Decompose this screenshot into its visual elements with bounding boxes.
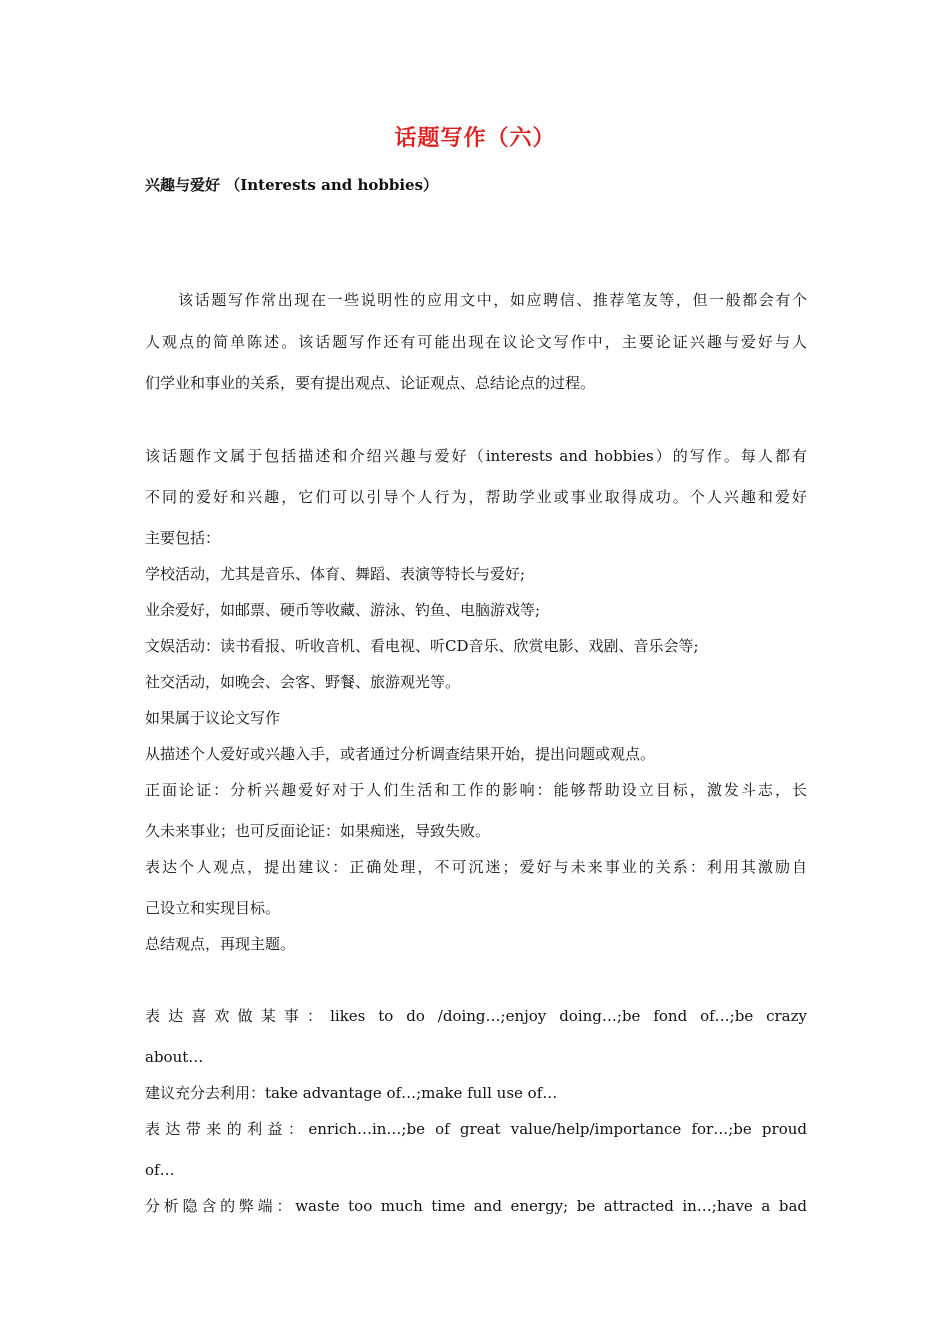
paragraph-line: 该话题写作常出现在一些说明性的应用文中，如应聘信、推荐笔友等，但一般都会有个 [145,291,807,309]
paragraph-line: 久未来事业；也可反面论证：如果痴迷，导致失败。 [145,822,491,840]
paragraph-line: 人观点的简单陈述。该话题写作还有可能出现在议论文写作中，主要论证兴趣与爱好与人 [145,333,807,351]
phrase-line: 分析隐含的弊端：waste too much time and energy; be attracted in…;have a bad [145,1197,807,1215]
paragraph-line: 己设立和实现目标。 [145,899,281,917]
paragraph-line: 们学业和事业的关系，要有提出观点、论证观点、总结论点的过程。 [145,374,596,392]
paragraph-line: 主要包括： [145,529,221,547]
paragraph-line: 总结观点，再现主题。 [145,935,296,953]
paragraph-line: 正面论证：分析兴趣爱好对于人们生活和工作的影响：能够帮助设立目标，激发斗志，长 [145,781,807,799]
phrase-line: 表达带来的利益：enrich…in…;be of great value/help/importance for…;be proud [145,1120,807,1138]
paragraph-line: 表达个人观点，提出建议：正确处理，不可沉迷；爱好与未来事业的关系：利用其激励自 [145,858,807,876]
paragraph-line: 不同的爱好和兴趣，它们可以引导个人行为，帮助学业或事业取得成功。个人兴趣和爱好 [145,488,807,506]
document-title: 话题写作（六） [394,125,556,151]
paragraph-line: 从描述个人爱好或兴趣入手，或者通过分析调查结果开始，提出问题或观点。 [145,745,656,763]
paragraph-line: 如果属于议论文写作 [145,709,281,727]
list-item: 业余爱好，如邮票、硬币等收藏、游泳、钓鱼、电脑游戏等; [145,601,541,619]
list-item: 社交活动，如晚会、会客、野餐、旅游观光等。 [145,673,461,691]
phrase-line: about… [145,1048,204,1066]
paragraph-line: 该话题作文属于包括描述和介绍兴趣与爱好（interests and hobbies）的写作。每人都有 [145,447,807,465]
list-item: 学校活动，尤其是音乐、体育、舞蹈、表演等特长与爱好; [145,565,526,583]
phrase-line: 表达喜欢做某事：likes to do /doing…;enjoy doing…;be fond of…;be crazy [145,1007,807,1025]
document-subtitle: 兴趣与爱好 （Interests and hobbies） [145,176,439,194]
list-item: 文娱活动：读书看报、听收音机、看电视、听CD音乐、欣赏电影、戏剧、音乐会等; [145,637,699,655]
phrase-line: 建议充分去利用：take advantage of…;make full use of… [145,1084,558,1102]
phrase-line: of… [145,1161,175,1179]
